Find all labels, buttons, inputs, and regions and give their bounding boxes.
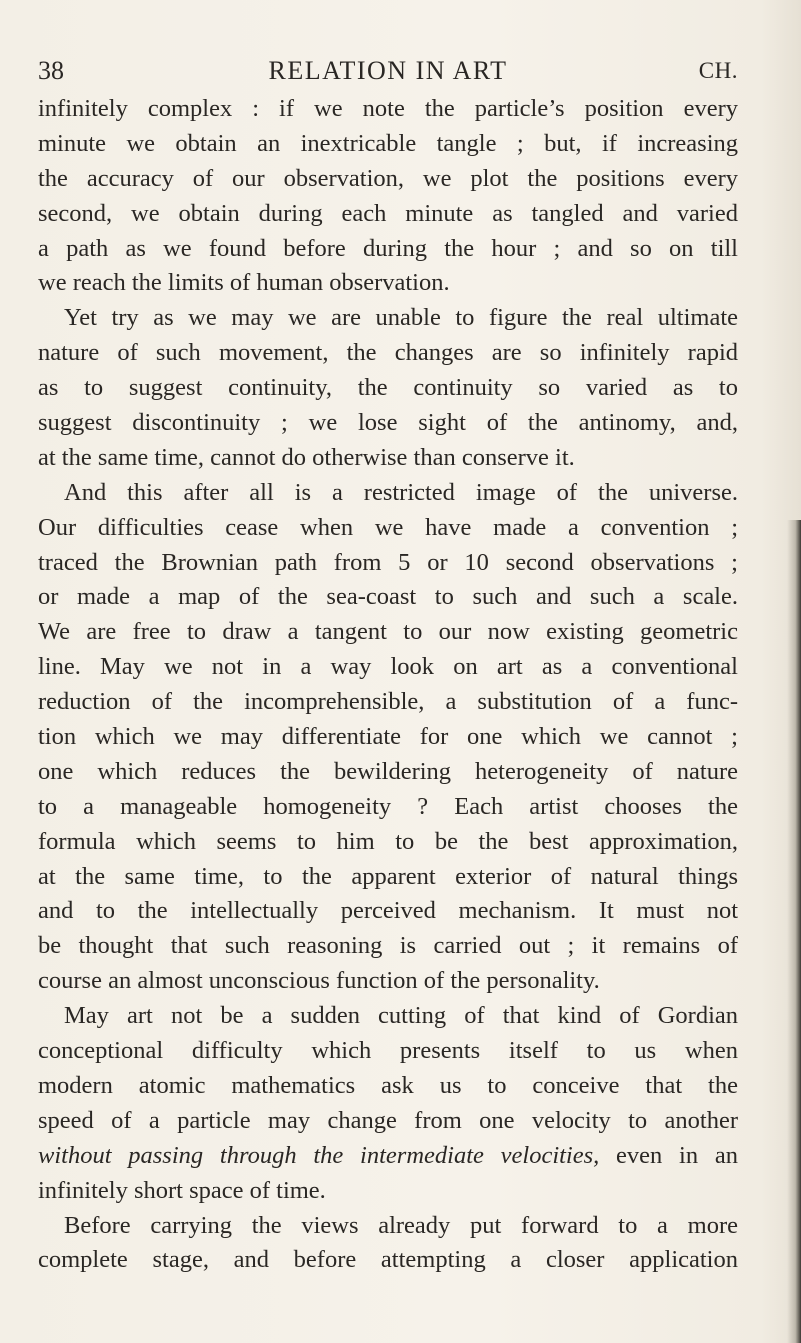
text-line: conceptional difficulty which presents itself to us when — [38, 1037, 738, 1065]
paragraph — [38, 301, 738, 475]
text-line: Yet try as we may we are unable to figure the real ultimate — [64, 304, 738, 332]
text-line-mixed — [38, 1139, 738, 1174]
italic-phrase: without passing through the intermediate velocities, — [38, 1141, 600, 1169]
text-line: suggest discontinuity ; we lose sight of the antinomy, and, — [38, 409, 738, 437]
text-line: at the same time, to the apparent exterior of natural things — [38, 862, 738, 890]
paragraph — [38, 999, 738, 1208]
paragraph — [38, 92, 738, 301]
paragraph — [38, 1209, 738, 1279]
text-line: infinitely short space of time. — [38, 1176, 326, 1204]
text-line: And this after all is a restricted image of the universe. — [64, 478, 738, 506]
text-line: to a manageable homogeneity ? Each artist chooses the — [38, 792, 738, 820]
text-line: be thought that such reasoning is carried out ; it remains of — [38, 932, 738, 960]
page-header — [38, 54, 738, 88]
text-line: Before carrying the views already put forward to a more — [64, 1211, 738, 1239]
text-line: nature of such movement, the changes are so infinitely rapid — [38, 339, 738, 367]
text-line: tion which we may differentiate for one which we cannot ; — [38, 723, 738, 751]
text-line: the accuracy of our observation, we plot the positions every — [38, 164, 738, 192]
text-line: line. May we not in a way look on art as a conventional — [38, 653, 738, 681]
running-title: RELATION IN ART — [268, 56, 508, 85]
text-line: May art not be a sudden cutting of that kind of Gordian — [64, 1002, 738, 1030]
roman-phrase: even in an — [599, 1141, 738, 1169]
text-line: or made a map of the sea-coast to such and such a scale. — [38, 583, 738, 611]
page-number: 38 — [38, 56, 64, 85]
chapter-abbreviation: CH. — [698, 58, 738, 83]
text-line: reduction of the incomprehensible, a substitution of a func- — [38, 688, 738, 716]
text-line: modern atomic mathematics ask us to conceive that the — [38, 1071, 738, 1099]
text-line: one which reduces the bewildering heterogeneity of nature — [38, 757, 738, 785]
text-line: at the same time, cannot do otherwise than conserve it. — [38, 443, 575, 471]
text-line: we reach the limits of human observation. — [38, 269, 450, 297]
text-line: course an almost unconscious function of the personality. — [38, 967, 600, 995]
text-line: second, we obtain during each minute as tangled and varied — [38, 199, 738, 227]
paragraph — [38, 476, 738, 999]
text-line: speed of a particle may change from one velocity to another — [38, 1106, 738, 1134]
text-line: and to the intellectually perceived mechanism. It must not — [38, 897, 738, 925]
text-line: minute we obtain an inextricable tangle ; but, if increasing — [38, 129, 738, 157]
page-edge-shadow — [787, 520, 801, 1343]
text-line: traced the Brownian path from 5 or 10 second observations ; — [38, 548, 738, 576]
text-line: a path as we found before during the hour ; and so on till — [38, 234, 738, 262]
body-text — [38, 92, 738, 1278]
text-line: Our difficulties cease when we have made a convention ; — [38, 513, 738, 541]
text-line: infinitely complex : if we note the particle’s position every — [38, 95, 738, 122]
text-line: formula which seems to him to be the best approximation, — [38, 827, 738, 855]
text-line: as to suggest continuity, the continuity so varied as to — [38, 374, 738, 402]
text-line: complete stage, and before attempting a closer application — [38, 1246, 738, 1274]
text-line: We are free to draw a tangent to our now existing geometric — [38, 618, 738, 646]
